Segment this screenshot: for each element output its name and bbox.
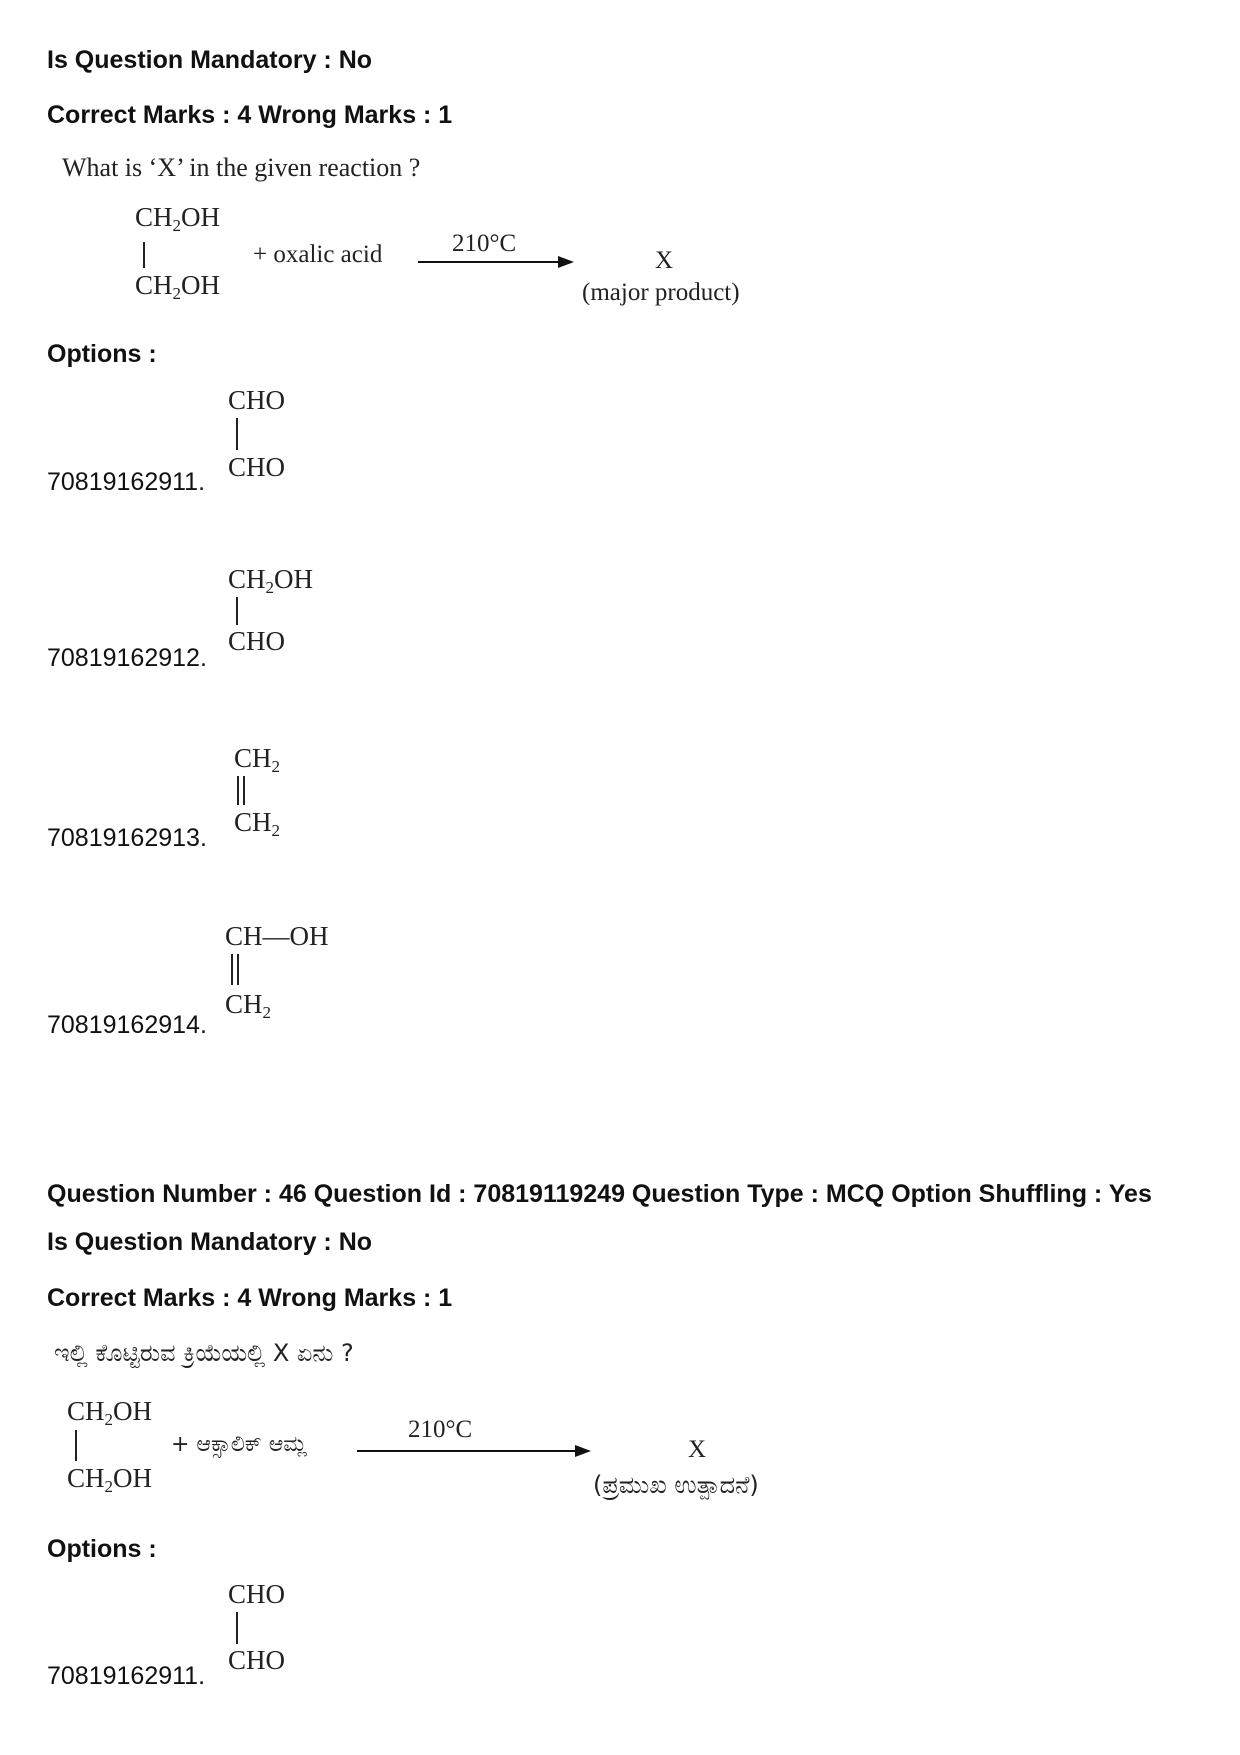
single-bond <box>236 1612 238 1644</box>
double-bond-line <box>237 954 239 985</box>
q46-product-note: (ಪ್ರಮುಖ ಉತ್ಪಾದನೆ) <box>593 1471 759 1499</box>
q46-header: Question Number : 46 Question Id : 70819119249 Question Type : MCQ Option Shuffling : Yes <box>47 1180 1152 1208</box>
option-structure-top: CHO <box>228 385 286 415</box>
q45-mandatory: Is Question Mandatory : No <box>47 46 373 74</box>
option-structure-top: $CH_2OH$ <box>228 564 314 597</box>
q45-reactant-bond <box>143 242 145 268</box>
q45-reactant-bottom: $CH_2OH$ <box>135 270 221 303</box>
q46-options-label: Options : <box>47 1535 157 1563</box>
double-bond-line <box>237 776 239 805</box>
q45-reaction-arrow <box>418 261 571 263</box>
q45-options-label: Options : <box>47 340 157 368</box>
q46-reaction-arrow <box>357 1450 588 1452</box>
q46-condition: 210°C <box>408 1416 473 1443</box>
q45-marks: Correct Marks : 4 Wrong Marks : 1 <box>47 101 453 129</box>
option-structure-top: $CH_2$ <box>234 743 281 776</box>
option-structure-top: CHO <box>228 1579 286 1609</box>
q45-product: X <box>655 247 674 274</box>
option-id: 70819162913. <box>47 824 207 852</box>
q46-stem: ಇಲ್ಲಿ ಕೊಟ್ಟಿರುವ ಕ್ರಿಯೆಯಲ್ಲಿ X ಏನು ? <box>54 1339 354 1367</box>
option-id: 70819162912. <box>47 644 207 672</box>
option-id: 70819162914. <box>47 1011 207 1039</box>
option-structure-bottom: $CH_2$ <box>225 989 272 1022</box>
option-structure-bottom: $CH_2$ <box>234 807 281 840</box>
q46-reactant-bond <box>75 1430 77 1461</box>
double-bond-line <box>231 954 233 985</box>
option-structure-bottom: CHO <box>228 626 286 656</box>
q46-marks: Correct Marks : 4 Wrong Marks : 1 <box>47 1284 453 1312</box>
option-structure-bottom: CHO <box>228 1645 286 1675</box>
double-bond-line <box>243 776 245 805</box>
q46-product: X <box>688 1436 707 1463</box>
option-id: 70819162911. <box>47 1662 206 1690</box>
option-structure-top: CH—OH <box>225 921 329 951</box>
q45-product-note: (major product) <box>582 279 740 306</box>
q45-stem: What is ‘X’ in the given reaction ? <box>62 153 421 182</box>
q45-reactant-top: $CH_2OH$ <box>135 202 221 235</box>
option-structure-bottom: CHO <box>228 452 286 482</box>
single-bond <box>236 418 238 450</box>
q45-condition: 210°C <box>452 230 517 257</box>
option-id: 70819162911. <box>47 468 206 496</box>
q46-reactant-top: $CH_2OH$ <box>67 1396 153 1429</box>
q46-mandatory: Is Question Mandatory : No <box>47 1228 373 1256</box>
q46-reagent: + ಆಕ್ಸಾಲಿಕ್ ಆಮ್ಲ <box>171 1432 307 1457</box>
q46-reactant-bottom: $CH_2OH$ <box>67 1463 153 1496</box>
single-bond <box>236 597 238 625</box>
q45-reagent: + oxalic acid <box>253 241 383 268</box>
